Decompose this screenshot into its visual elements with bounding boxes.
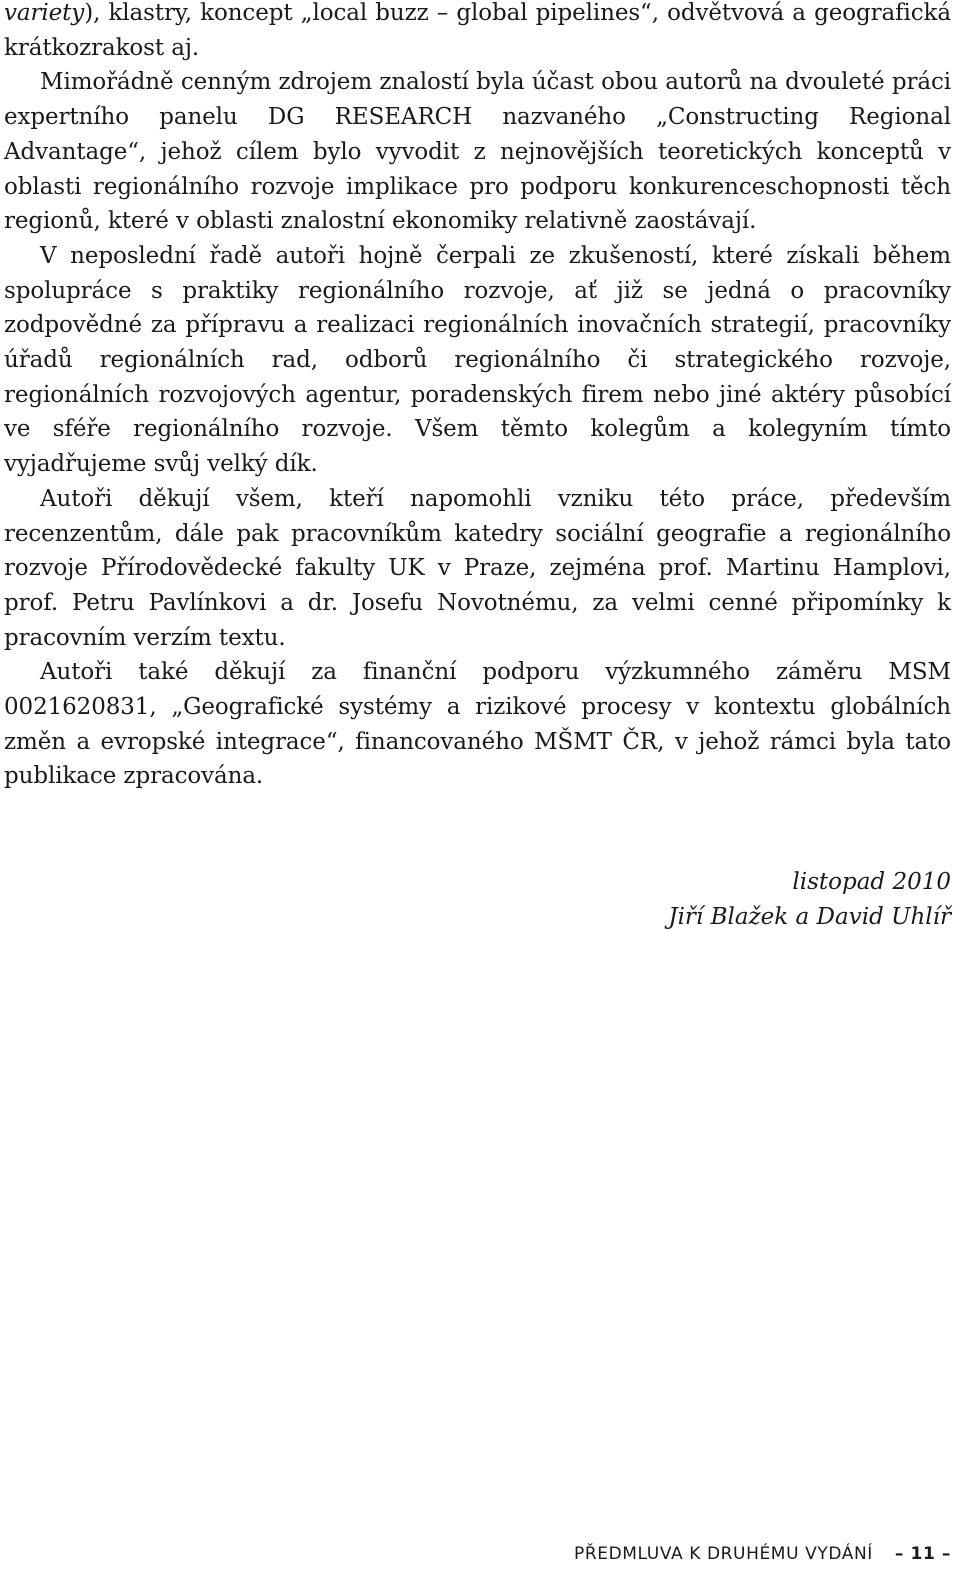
page-number: – 11 – (894, 1544, 951, 1564)
paragraph-practitioners: V neposlední řadě autoři hojně čerpali ze zkušeností, které získali během spolupráce s praktiky regionálního rozvoje, ať již se jedná o pracovníky zodpovědné za přípravu a realizaci regionálních inovačních strategií, pracovníky úřadů regionálních rad, odborů regionálního či strategického rozvoje, regionálních rozvojových agentur, poradenských firem nebo jiné aktéry působící ve sféře regionálního rozvoje. Všem těmto kolegům a kolegyním tímto vyjadřujeme svůj velký dík. (4, 242, 951, 478)
document-page (4, 0, 951, 794)
paragraph-acknowledgements: Autoři děkují všem, kteří napomohli vzniku této práce, především recenzentům, dále pak pracovníkům katedry sociální geografie a regionálního rozvoje Přírodovědecké fakulty UK v Praze, zejména prof. Martinu Hamplovi, prof. Petru Pavlínkovi a dr. Josefu Novotnému, za velmi cenné připomínky k pracovním verzím textu. (4, 485, 951, 651)
paragraph-continuation: variety), klastry, koncept „local buzz – global pipelines“, odvětvová a geografická krátkozrakost aj. (4, 0, 951, 61)
signature-authors: Jiří Blažek a David Uhlíř (668, 903, 951, 930)
italic-term: variety (4, 0, 85, 26)
signature-block (668, 865, 951, 934)
paragraph-funding: Autoři také děkují za finanční podporu výzkumného záměru MSM 0021620831, „Geografické systémy a rizikové procesy v kontextu globálních změn a evropské integrace“, financovaného MŠMT ČR, v jehož rámci byla tato publikace zpracována. (4, 659, 951, 790)
paragraph-expert-panel: Mimořádně cenným zdrojem znalostí byla účast obou autorů na dvouleté práci expertního panelu DG RESEARCH nazvaného „Constructing Regional Advantage“, jehož cílem bylo vyvodit z nejnovějších teoretických konceptů v oblasti regionálního rozvoje implikace pro podporu konkurenceschopnosti těch regionů, které v oblasti znalostní ekonomiky relativně zaostávají. (4, 69, 951, 235)
footer-section-title: PŘEDMLUVA K DRUHÉMU VYDÁNÍ (573, 1544, 873, 1564)
page-footer (574, 1544, 951, 1564)
signature-date: listopad 2010 (792, 869, 951, 895)
